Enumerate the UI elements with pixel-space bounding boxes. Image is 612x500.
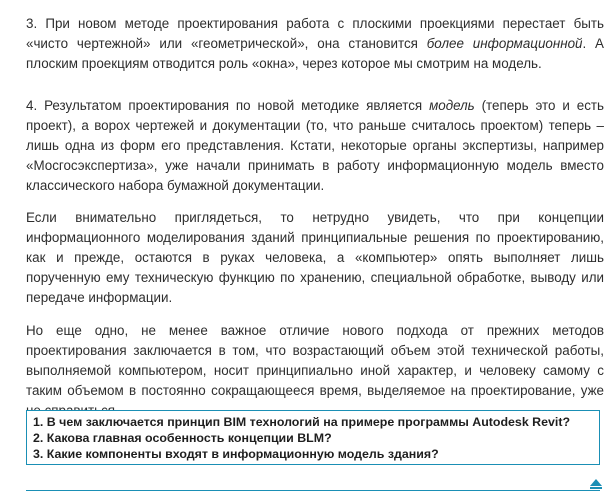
- paragraph-4: [26, 96, 604, 196]
- paragraph-3: [26, 14, 604, 74]
- paragraph-3-text-a: 3. При новом методе проектирования работа с плоскими проекциями перестает быть «чисто чертежной» или «геометрической», она становится: [26, 16, 604, 51]
- question-1: 1. В чем заключается принцип BIM технологий на примере программы Autodesk Revit?: [33, 415, 571, 429]
- paragraph-4-emphasis: модель: [429, 98, 475, 113]
- review-questions-list: [33, 414, 599, 462]
- paragraph-4-text-b: (теперь это и есть проект), а ворох чертежей и документации (то, что раньше считалось проектом) теперь – лишь одна из форм его представления. Кстати, некоторые органы экспертизы, например «Мосгосэкспертиза», уже начали принимать в работу информационную модель вместо классического набора бумажной документации.: [26, 98, 604, 193]
- triangle-up-icon[interactable]: [590, 479, 602, 489]
- paragraph-observation: Если внимательно приглядеться, то нетрудно увидеть, что при концепции информационного моделирования зданий принципиальные решения по проектированию, как и прежде, остаются в руках человека, а «компьютер» опять выполняет лишь порученную ему техническую функцию по хранению, специальной обработке, выводу или передаче информации.: [26, 210, 604, 305]
- question-2: 2. Какова главная особенность концепции BLM?: [33, 431, 332, 445]
- paragraph-4-text-a: 4. Результатом проектирования по новой методике является: [26, 98, 430, 113]
- footer-divider: [26, 490, 600, 491]
- paragraph-3-text-b: . А плоским проекциям отводится роль «окна», через которое мы смотрим на модель.: [26, 36, 604, 71]
- paragraph-difference: Но еще одно, не менее важное отличие нового подхода от прежних методов проектирования заключается в том, что возрастающий объем этой технической работы, выполняемой компьютером, носит принципиально иной характер, и человеку самому с таким объемом в постоянно сокращающееся время, выделяемое на проектирование, уже: [26, 323, 604, 398]
- question-3: 3. Какие компоненты входят в информационную модель здания?: [33, 447, 439, 461]
- review-questions-box: [26, 410, 600, 465]
- paragraph-3-emphasis: более информационной: [426, 36, 583, 51]
